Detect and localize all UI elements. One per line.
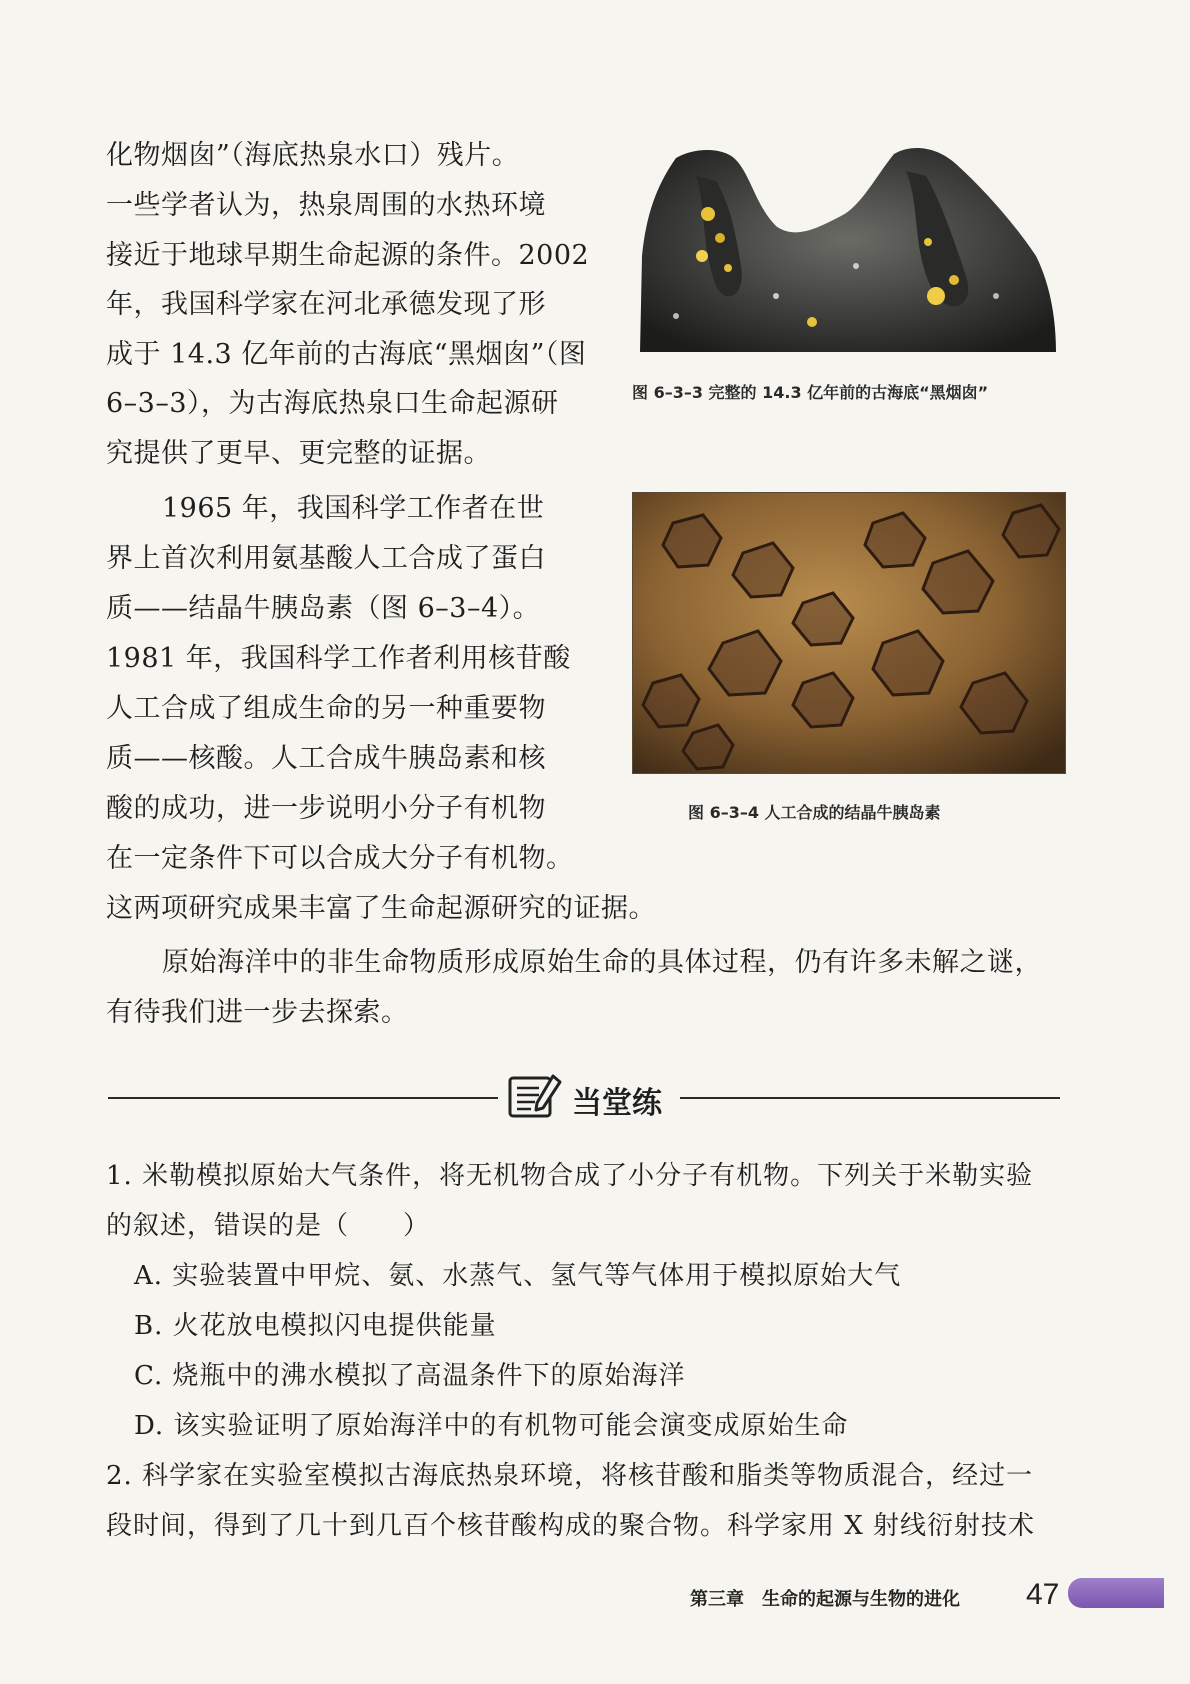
chapter-title: 第三章 生命的起源与生物的进化 — [690, 1589, 960, 1610]
body-line: 界上首次利用氨基酸人工合成了蛋白 — [106, 543, 546, 574]
option-a: A. 实验装置中甲烷、氨、水蒸气、氢气等气体用于模拟原始大气 — [134, 1261, 902, 1291]
body-line: 原始海洋中的非生命物质形成原始生命的具体过程，仍有许多未解之谜， — [162, 947, 1042, 978]
figure-caption: 图 6–3–3 完整的 14.3 亿年前的古海底“黑烟囱” — [632, 383, 989, 402]
body-line: 有待我们进一步去探索。 — [106, 997, 409, 1028]
body-line: 这两项研究成果丰富了生命起源研究的证据。 — [106, 893, 656, 924]
body-line: 化物烟囱”（海底热泉水口）残片。 — [106, 140, 520, 171]
body-line: 究提供了更早、更完整的证据。 — [106, 438, 491, 469]
section-divider-left — [108, 1097, 498, 1099]
body-line: 人工合成了组成生命的另一种重要物 — [106, 693, 546, 724]
chapter-tab — [1068, 1578, 1164, 1608]
body-line: 6–3–3），为古海底热泉口生命起源研 — [106, 388, 559, 419]
option-b: B. 火花放电模拟闪电提供能量 — [134, 1311, 497, 1341]
figure-caption: 图 6–3–4 人工合成的结晶牛胰岛素 — [688, 803, 941, 822]
body-line: 1965 年，我国科学工作者在世 — [162, 493, 545, 524]
body-line: 一些学者认为，热泉周围的水热环境 — [106, 190, 546, 221]
notepad-pencil-icon — [507, 1072, 563, 1122]
body-line: 酸的成功，进一步说明小分子有机物 — [106, 793, 546, 824]
body-line: 质——结晶牛胰岛素（图 6–3–4）。 — [106, 593, 541, 624]
body-line: 在一定条件下可以合成大分子有机物。 — [106, 843, 574, 874]
option-c: C. 烧瓶中的沸水模拟了高温条件下的原始海洋 — [134, 1361, 686, 1391]
option-d: D. 该实验证明了原始海洋中的有机物可能会演变成原始生命 — [134, 1411, 849, 1441]
question-1: 1. 米勒模拟原始大气条件，将无机物合成了小分子有机物。下列关于米勒实验 — [106, 1161, 1034, 1191]
section-divider-right — [680, 1097, 1060, 1099]
insulin-crystals-photo — [632, 492, 1066, 774]
section-title: 当堂练 — [572, 1086, 662, 1121]
question-2-cont: 段时间，得到了几十到几百个核苷酸构成的聚合物。科学家用 X 射线衍射技术 — [106, 1511, 1036, 1541]
body-line: 质——核酸。人工合成牛胰岛素和核 — [106, 743, 546, 774]
body-line: 接近于地球早期生命起源的条件。2002 — [106, 240, 590, 271]
question-2: 2. 科学家在实验室模拟古海底热泉环境，将核苷酸和脂类等物质混合，经过一 — [106, 1461, 1034, 1491]
body-line: 成于 14.3 亿年前的古海底“黑烟囱”（图 — [106, 339, 587, 370]
body-line: 1981 年，我国科学工作者利用核苷酸 — [106, 643, 571, 674]
page-number: 47 — [1026, 1578, 1060, 1611]
question-1-cont: 的叙述，错误的是（ ） — [106, 1211, 431, 1241]
black-chimney-photo — [636, 146, 1058, 352]
body-line: 年，我国科学家在河北承德发现了形 — [106, 289, 546, 320]
